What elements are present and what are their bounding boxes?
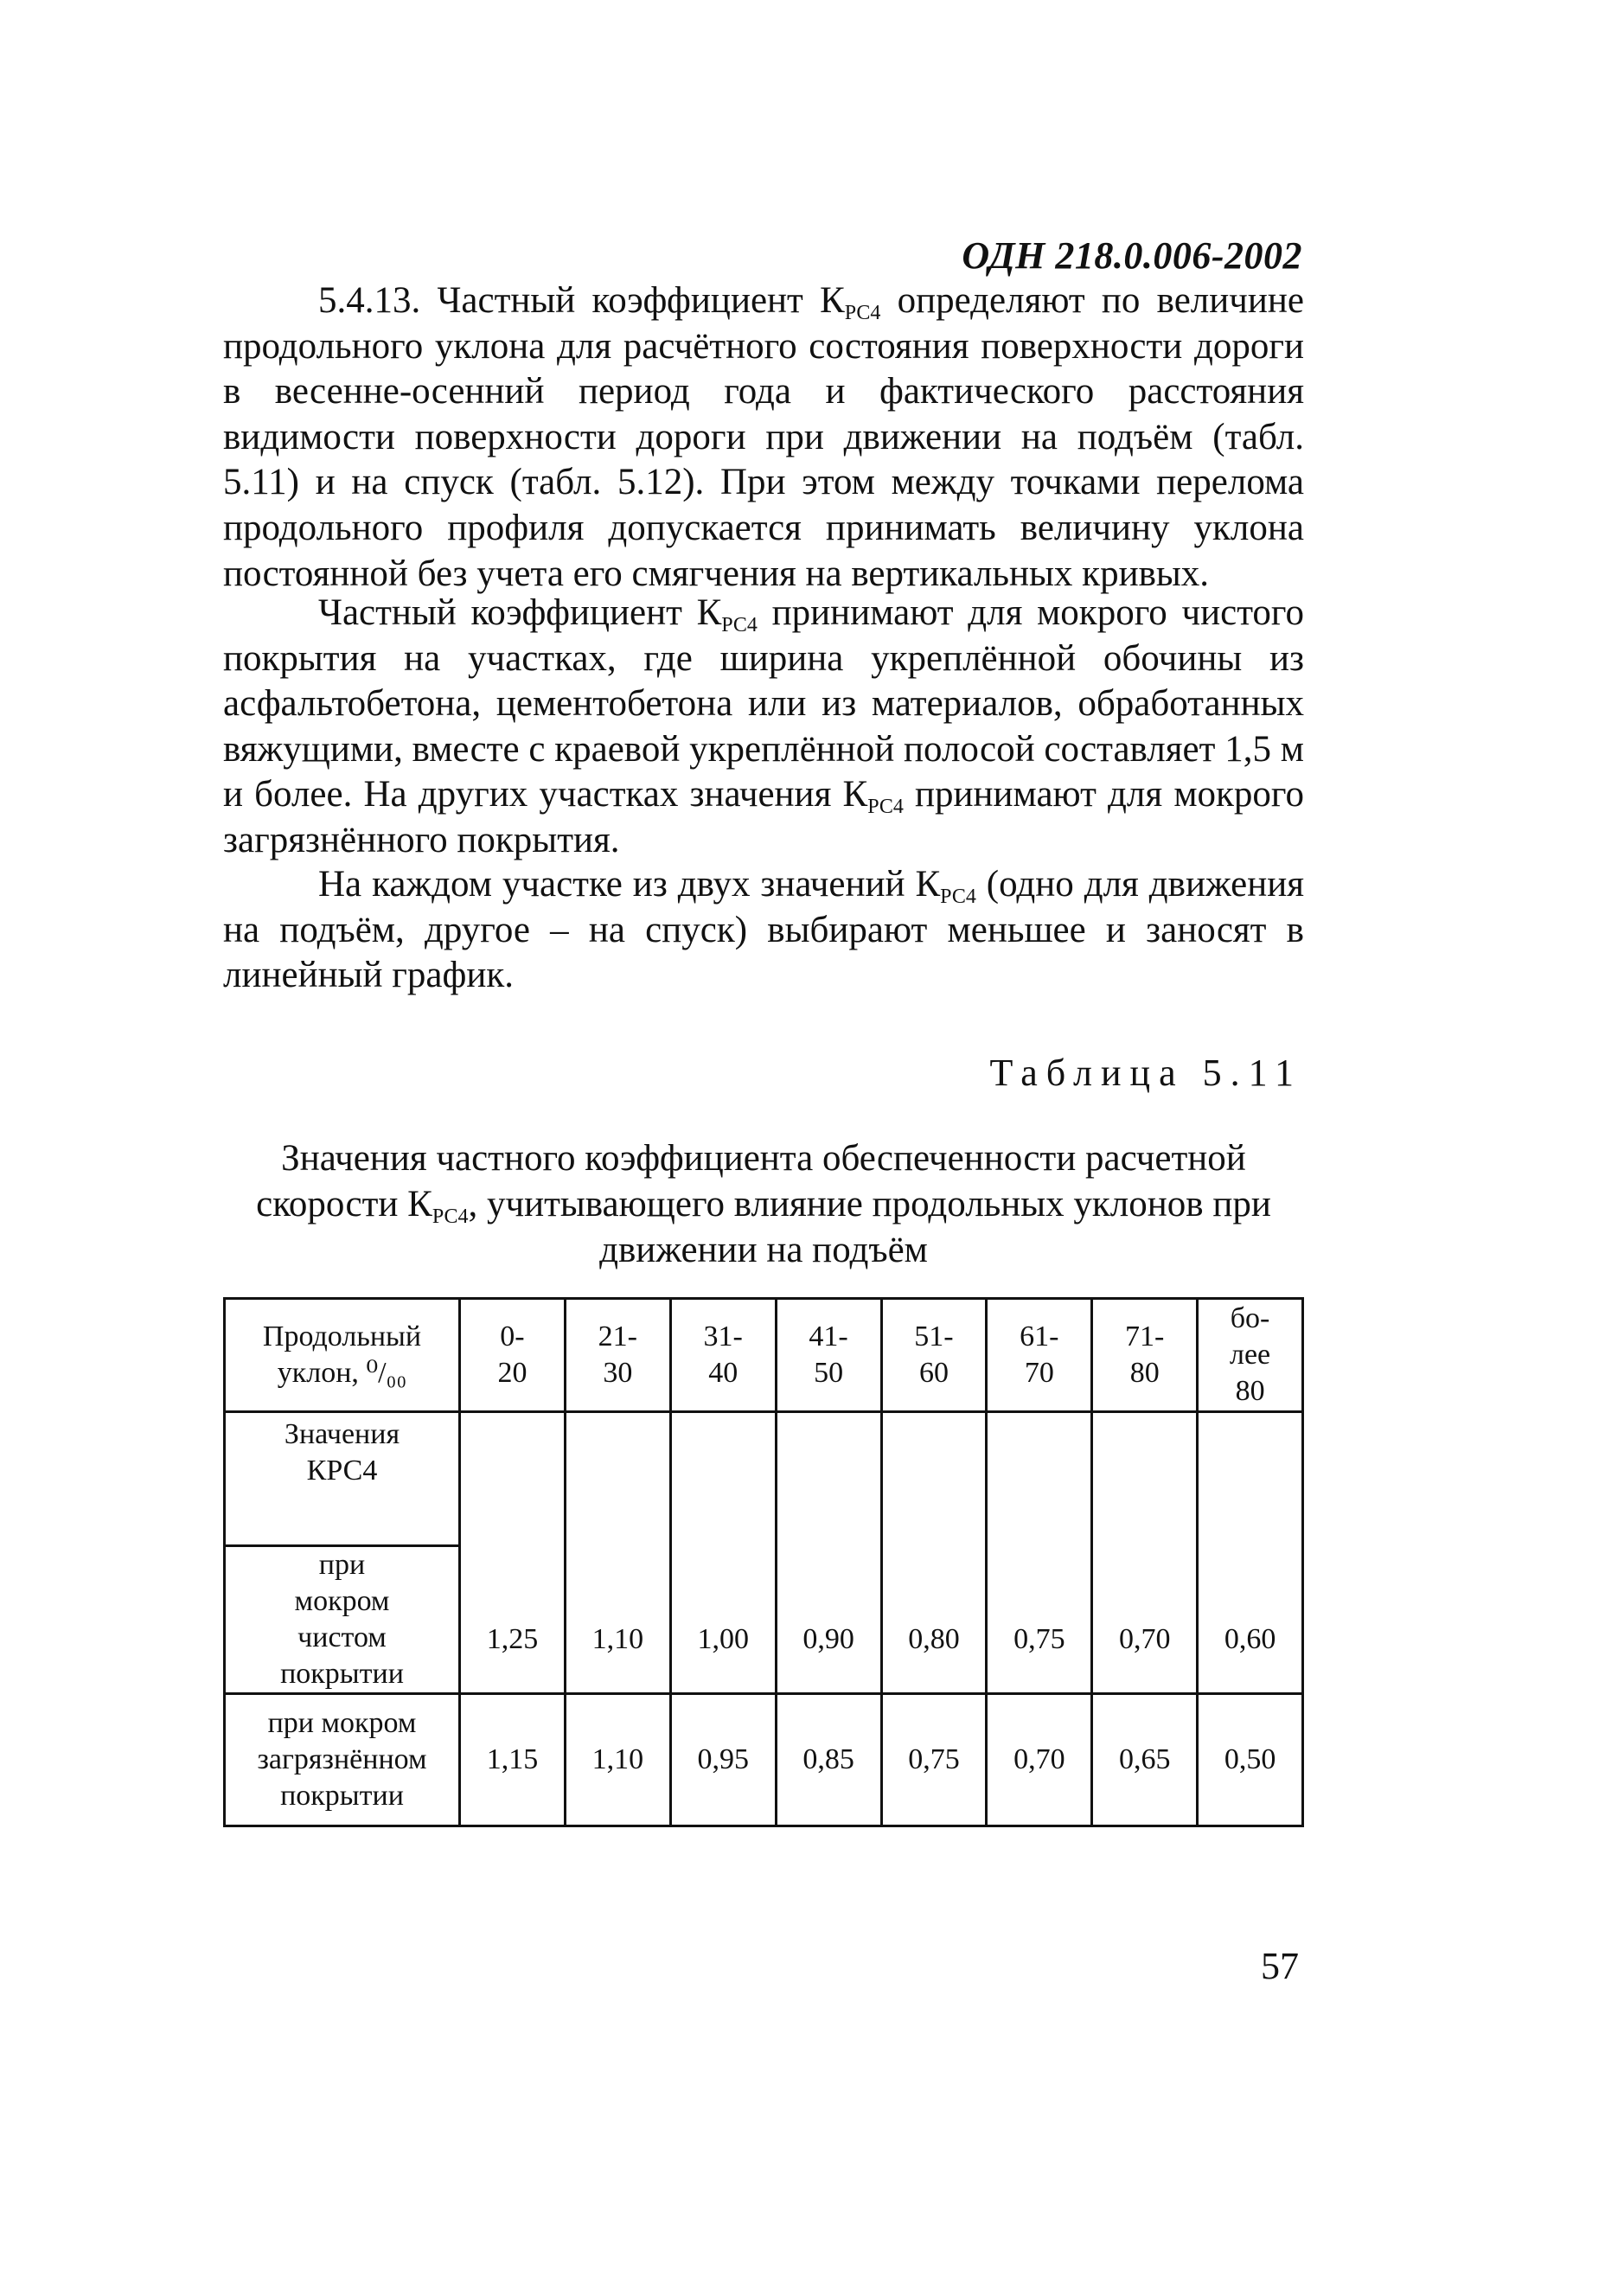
paragraph-2 (223, 591, 1304, 864)
header-col-4: 51- 60 (881, 1299, 987, 1412)
cell-r1-c3: 0,85 (776, 1694, 881, 1826)
cell-r0-c0: 1,25 (460, 1412, 566, 1694)
p3-text-b: (одно для движения на подъём, другое – на спуск) выбирают меньшее и заносят в линейный график. (223, 864, 1304, 996)
cell-r1-c4: 0,75 (881, 1694, 987, 1826)
cell-r0-c5: 0,75 (987, 1412, 1092, 1694)
cell-r0-c2: 1,00 (670, 1412, 776, 1694)
p3-subscript: РС4 (940, 886, 976, 908)
caption-text-a: Значения частного коэффициента обеспеченности расчетной скорости К (256, 1138, 1246, 1225)
cell-r0-c1: 1,10 (565, 1412, 670, 1694)
header-col-3: 41- 50 (776, 1299, 881, 1412)
cell-r0-c7: 0,60 (1198, 1412, 1303, 1694)
header-slope-text: Продольный уклон, (262, 1320, 422, 1389)
p2-text-b: принимают для мокрого чистого покрытия на участках, где ширина укреплённой обочины из асфальтобетона, цементобетона или из материалов, обработанных вяжущими, вместе с краевой укреплённой полосой составляет 1,5 м и более. На других участках значения К (223, 592, 1304, 815)
cell-r1-c2: 0,95 (670, 1694, 776, 1826)
table-row (225, 1412, 1303, 1546)
values-heading-cell (225, 1412, 460, 1546)
page-number: 57 (1261, 1945, 1299, 1987)
cell-r1-c0: 1,15 (460, 1694, 566, 1826)
p2-subscript-2: РС4 (867, 796, 904, 819)
p3-text-a: На каждом участке из двух значений К (318, 864, 941, 905)
cell-r1-c1: 1,10 (565, 1694, 670, 1826)
p2-subscript-1: РС4 (721, 614, 758, 636)
cell-r0-c4: 0,80 (881, 1412, 987, 1694)
caption-subscript: РС4 (432, 1205, 469, 1228)
p2-text-c: принимают для мокрого загрязнённого покрытия. (223, 774, 1304, 860)
cell-r1-c7: 0,50 (1198, 1694, 1303, 1826)
caption-text-b: , учитывающего влияние продольных уклонов при движении на подъём (468, 1184, 1271, 1270)
row-label-wet-clean (225, 1546, 460, 1694)
cell-r1-c5: 0,70 (987, 1694, 1092, 1826)
row-label-text: при мокром чистом покрытии (280, 1549, 404, 1690)
values-heading: Значения КРС4 (284, 1418, 400, 1487)
table-label: Таблица 5.11 (989, 1052, 1302, 1094)
table-header-row (225, 1299, 1303, 1412)
per-mille-unit: ⁰/₀₀ (366, 1357, 407, 1389)
document-code: ОДН 218.0.006-2002 (962, 234, 1302, 277)
p2-text-a: Частный коэффициент К (318, 592, 722, 633)
paragraph-3 (223, 862, 1304, 999)
cell-r1-c6: 0,65 (1092, 1694, 1198, 1826)
header-col-5: 61- 70 (987, 1299, 1092, 1412)
cell-r0-c6: 0,70 (1092, 1412, 1198, 1694)
table-caption (223, 1135, 1304, 1273)
p1-text-b: определяют по величине продольного уклона для расчётного состояния поверхности дороги в весенне-осенний период года и фактического расстояния видимости поверхности дороги при движении на подъём (табл. 5.11) и на спуск (табл. 5.12). При этом между точками перелома продольного профиля допускается принимать величину уклона постоянной без учета его смягчения на вертикальных кривых. (223, 280, 1304, 594)
header-slope-label (225, 1299, 460, 1412)
p1-text-a: 5.4.13. Частный коэффициент К (318, 280, 845, 321)
row-label-text: при мокром загрязнённом покрытии (257, 1707, 427, 1812)
p1-subscript: РС4 (844, 302, 881, 324)
header-col-0: 0- 20 (460, 1299, 566, 1412)
header-col-6: 71- 80 (1092, 1299, 1198, 1412)
cell-r0-c3: 0,90 (776, 1412, 881, 1694)
header-col-1: 21- 30 (565, 1299, 670, 1412)
row-label-wet-dirty (225, 1694, 460, 1826)
paragraph-5-4-13 (223, 278, 1304, 597)
table-row (225, 1694, 1303, 1826)
coefficient-table (223, 1297, 1304, 1827)
header-col-2: 31- 40 (670, 1299, 776, 1412)
header-col-7: бо- лее 80 (1198, 1299, 1303, 1412)
